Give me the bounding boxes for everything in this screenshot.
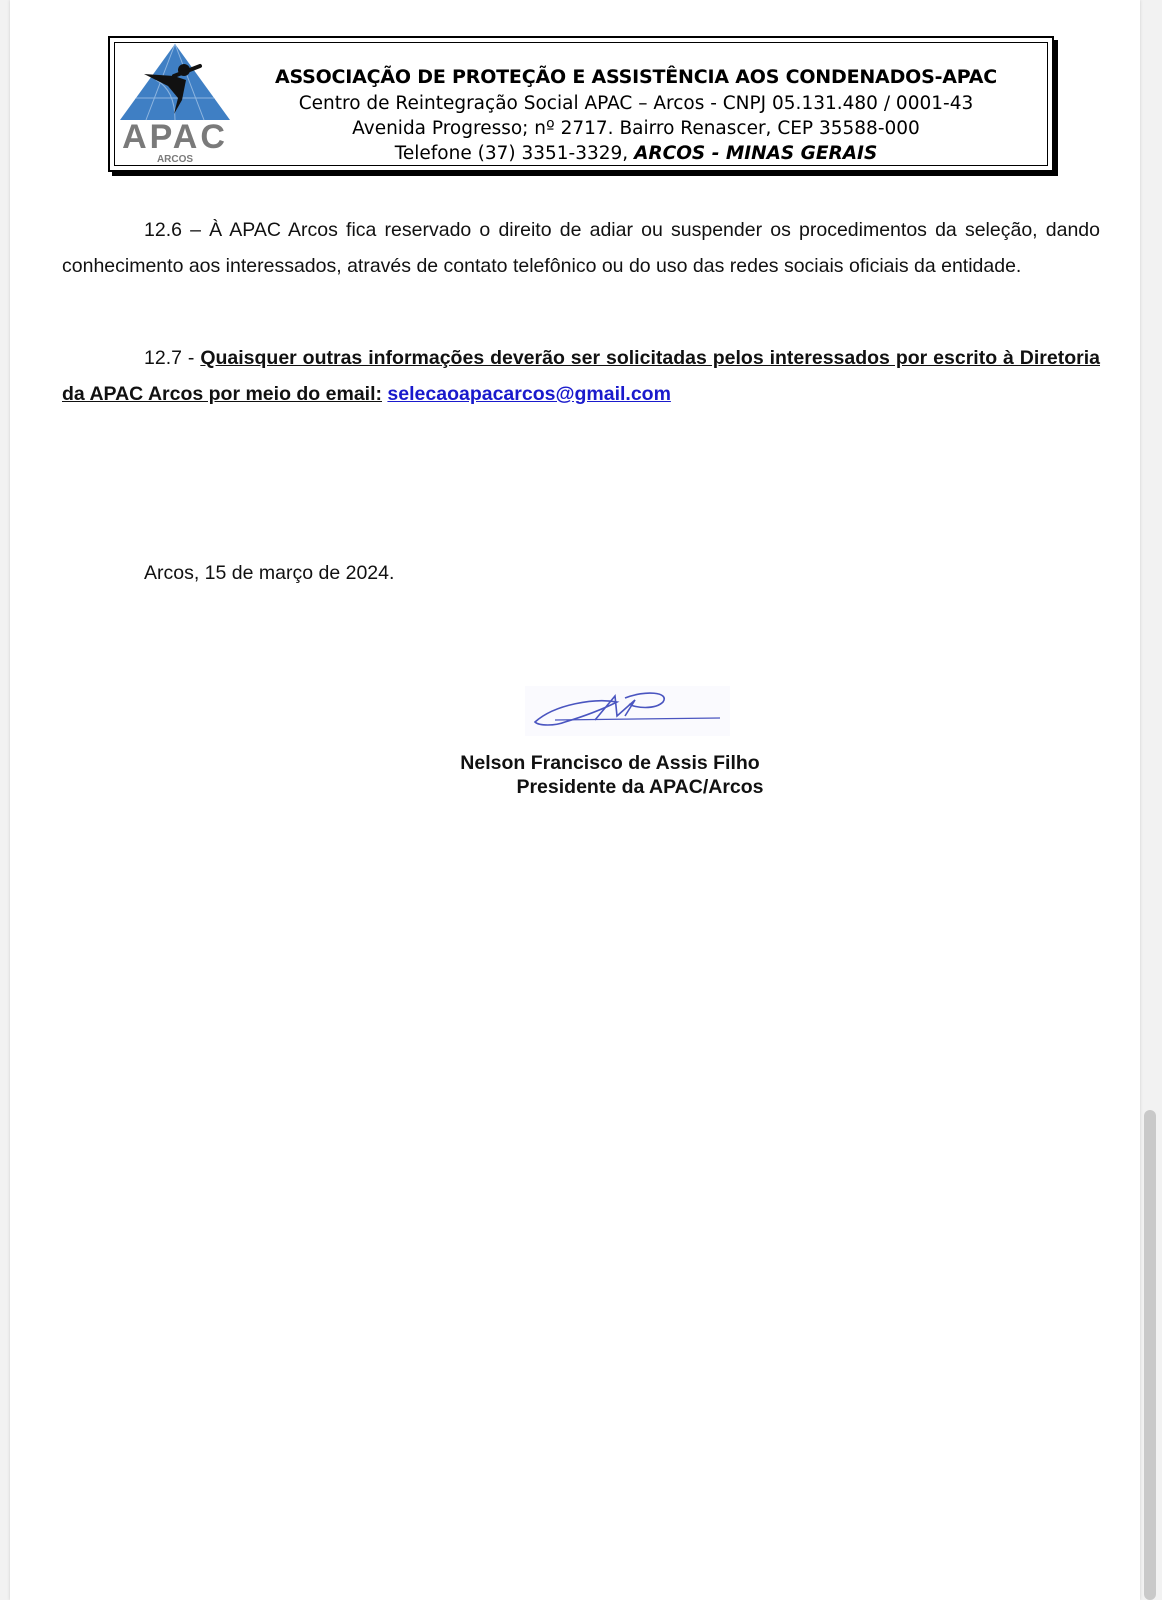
organization-address: Avenida Progresso; nº 2717. Bairro Renascer, CEP 35588-000 — [352, 118, 920, 139]
email-link[interactable]: selecaoapacarcos@gmail.com — [387, 383, 671, 405]
signatory-role: Presidente da APAC/Arcos — [516, 776, 764, 798]
organization-phone-line — [236, 141, 1036, 166]
organization-city: ARCOS - MINAS GERAIS — [634, 143, 878, 164]
vertical-scrollbar[interactable] — [1144, 1110, 1156, 1600]
clause-12-7-text: Quaisquer outras informações deverão ser solicitadas pelos interessados por escrito à Diretoria da APAC Arcos por meio do email: — [62, 347, 1100, 405]
letterhead-text — [236, 64, 1036, 166]
clause-12-6 — [62, 212, 1100, 284]
organization-cnpj-line: Centro de Reintegração Social APAC – Arcos - CNPJ 05.131.480 / 0001-43 — [298, 93, 974, 114]
logo-subtitle: ARCOS — [156, 154, 194, 165]
signatory-name: Nelson Francisco de Assis Filho — [460, 752, 760, 774]
clause-12-6-text: 12.6 – À APAC Arcos fica reservado o direito de adiar ou suspender os procedimentos da seleção, dando conhecimento aos interessados, através de contato telefônico ou do uso das redes sociais oficiais da entidade. — [62, 219, 1100, 277]
apac-logo — [116, 40, 234, 164]
document-page — [10, 0, 1140, 1600]
logo-wordmark: APAC — [122, 118, 228, 156]
signature — [525, 686, 730, 736]
organization-phone: Telefone (37) 3351-3329, — [394, 143, 635, 164]
clause-12-7-number: 12.7 - — [144, 347, 201, 369]
date-line: Arcos, 15 de março de 2024. — [144, 562, 395, 584]
letterhead — [108, 36, 1054, 172]
clause-12-7 — [62, 340, 1100, 412]
signature-scribble-icon — [525, 686, 730, 736]
organization-name: ASSOCIAÇÃO DE PROTEÇÃO E ASSISTÊNCIA AOS CONDENADOS-APAC — [274, 66, 997, 88]
